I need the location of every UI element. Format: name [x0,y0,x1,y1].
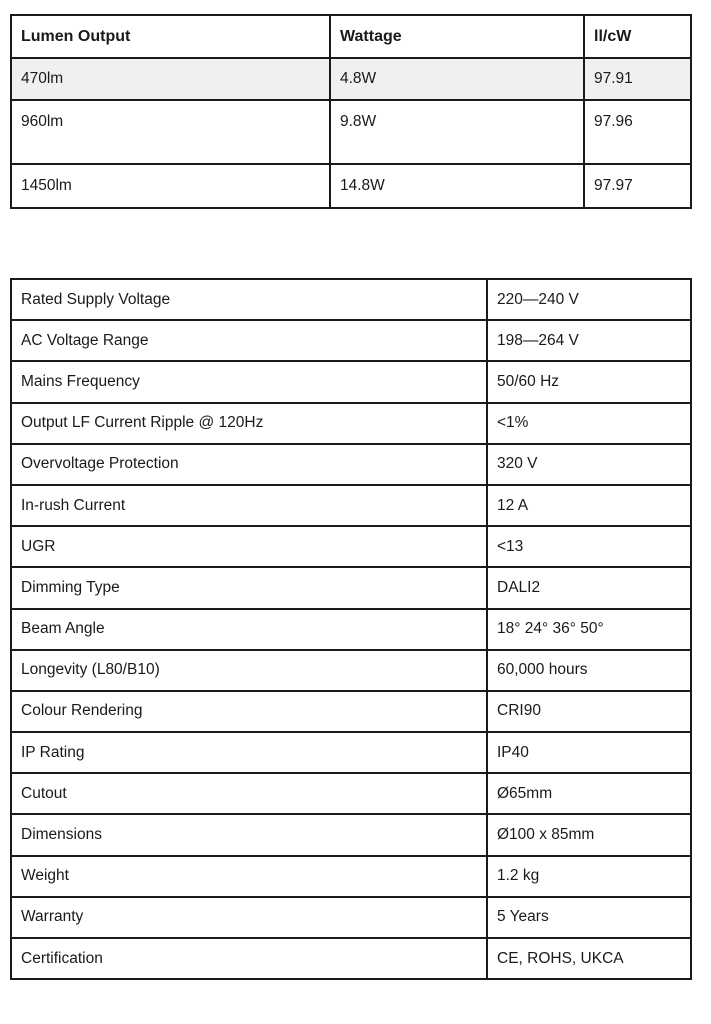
spec-value: 1.2 kg [487,856,691,897]
table-row [11,773,691,814]
table-row [11,609,691,650]
spec-label: Dimming Type [11,567,487,608]
spec-value: CE, ROHS, UKCA [487,938,691,979]
spec-label: Rated Supply Voltage [11,279,487,320]
table-row [11,814,691,855]
spec-label: Weight [11,856,487,897]
table-row [11,485,691,526]
table-row [11,567,691,608]
table-row [11,526,691,567]
table-row [11,691,691,732]
spec-label: Certification [11,938,487,979]
spec-value: 12 A [487,485,691,526]
spec-value: 198—264 V [487,320,691,361]
spec-value: Ø65mm [487,773,691,814]
spec-label: In-rush Current [11,485,487,526]
spec-value: 18° 24° 36° 50° [487,609,691,650]
spec-value: DALI2 [487,567,691,608]
spec-value: IP40 [487,732,691,773]
specifications-table [10,278,692,980]
spec-value: 5 Years [487,897,691,938]
efficacy-cell: 97.97 [584,164,691,208]
spec-label: Warranty [11,897,487,938]
table-row [11,938,691,979]
efficacy-cell: 97.91 [584,58,691,100]
spec-value: 60,000 hours [487,650,691,691]
table-row [11,279,691,320]
spec-value: <1% [487,403,691,444]
table-row [11,164,691,208]
spec-label: Colour Rendering [11,691,487,732]
spec-value: <13 [487,526,691,567]
table-row [11,100,691,164]
table-row [11,856,691,897]
spec-value: 320 V [487,444,691,485]
lumen-output-table [10,14,692,209]
spec-label: Dimensions [11,814,487,855]
spec-label: UGR [11,526,487,567]
spec-label: Overvoltage Protection [11,444,487,485]
table-row [11,403,691,444]
table-row [11,444,691,485]
spec-label: Mains Frequency [11,361,487,402]
column-header-wattage: Wattage [330,15,584,58]
spec-label: Longevity (L80/B10) [11,650,487,691]
spec-label: AC Voltage Range [11,320,487,361]
lumen-output-cell: 1450lm [11,164,330,208]
spec-value: Ø100 x 85mm [487,814,691,855]
table-row [11,320,691,361]
spec-value: CRI90 [487,691,691,732]
spec-label: Output LF Current Ripple @ 120Hz [11,403,487,444]
table-header-row [11,15,691,58]
spec-value: 220—240 V [487,279,691,320]
wattage-cell: 9.8W [330,100,584,164]
wattage-cell: 4.8W [330,58,584,100]
table-row [11,58,691,100]
spec-label: Beam Angle [11,609,487,650]
efficacy-cell: 97.96 [584,100,691,164]
wattage-cell: 14.8W [330,164,584,208]
column-header-lumen-output: Lumen Output [11,15,330,58]
table-row [11,732,691,773]
lumen-output-cell: 960lm [11,100,330,164]
column-header-efficacy: ll/cW [584,15,691,58]
table-row [11,361,691,402]
spec-value: 50/60 Hz [487,361,691,402]
table-row [11,650,691,691]
spec-label: Cutout [11,773,487,814]
lumen-output-cell: 470lm [11,58,330,100]
spec-label: IP Rating [11,732,487,773]
table-row [11,897,691,938]
